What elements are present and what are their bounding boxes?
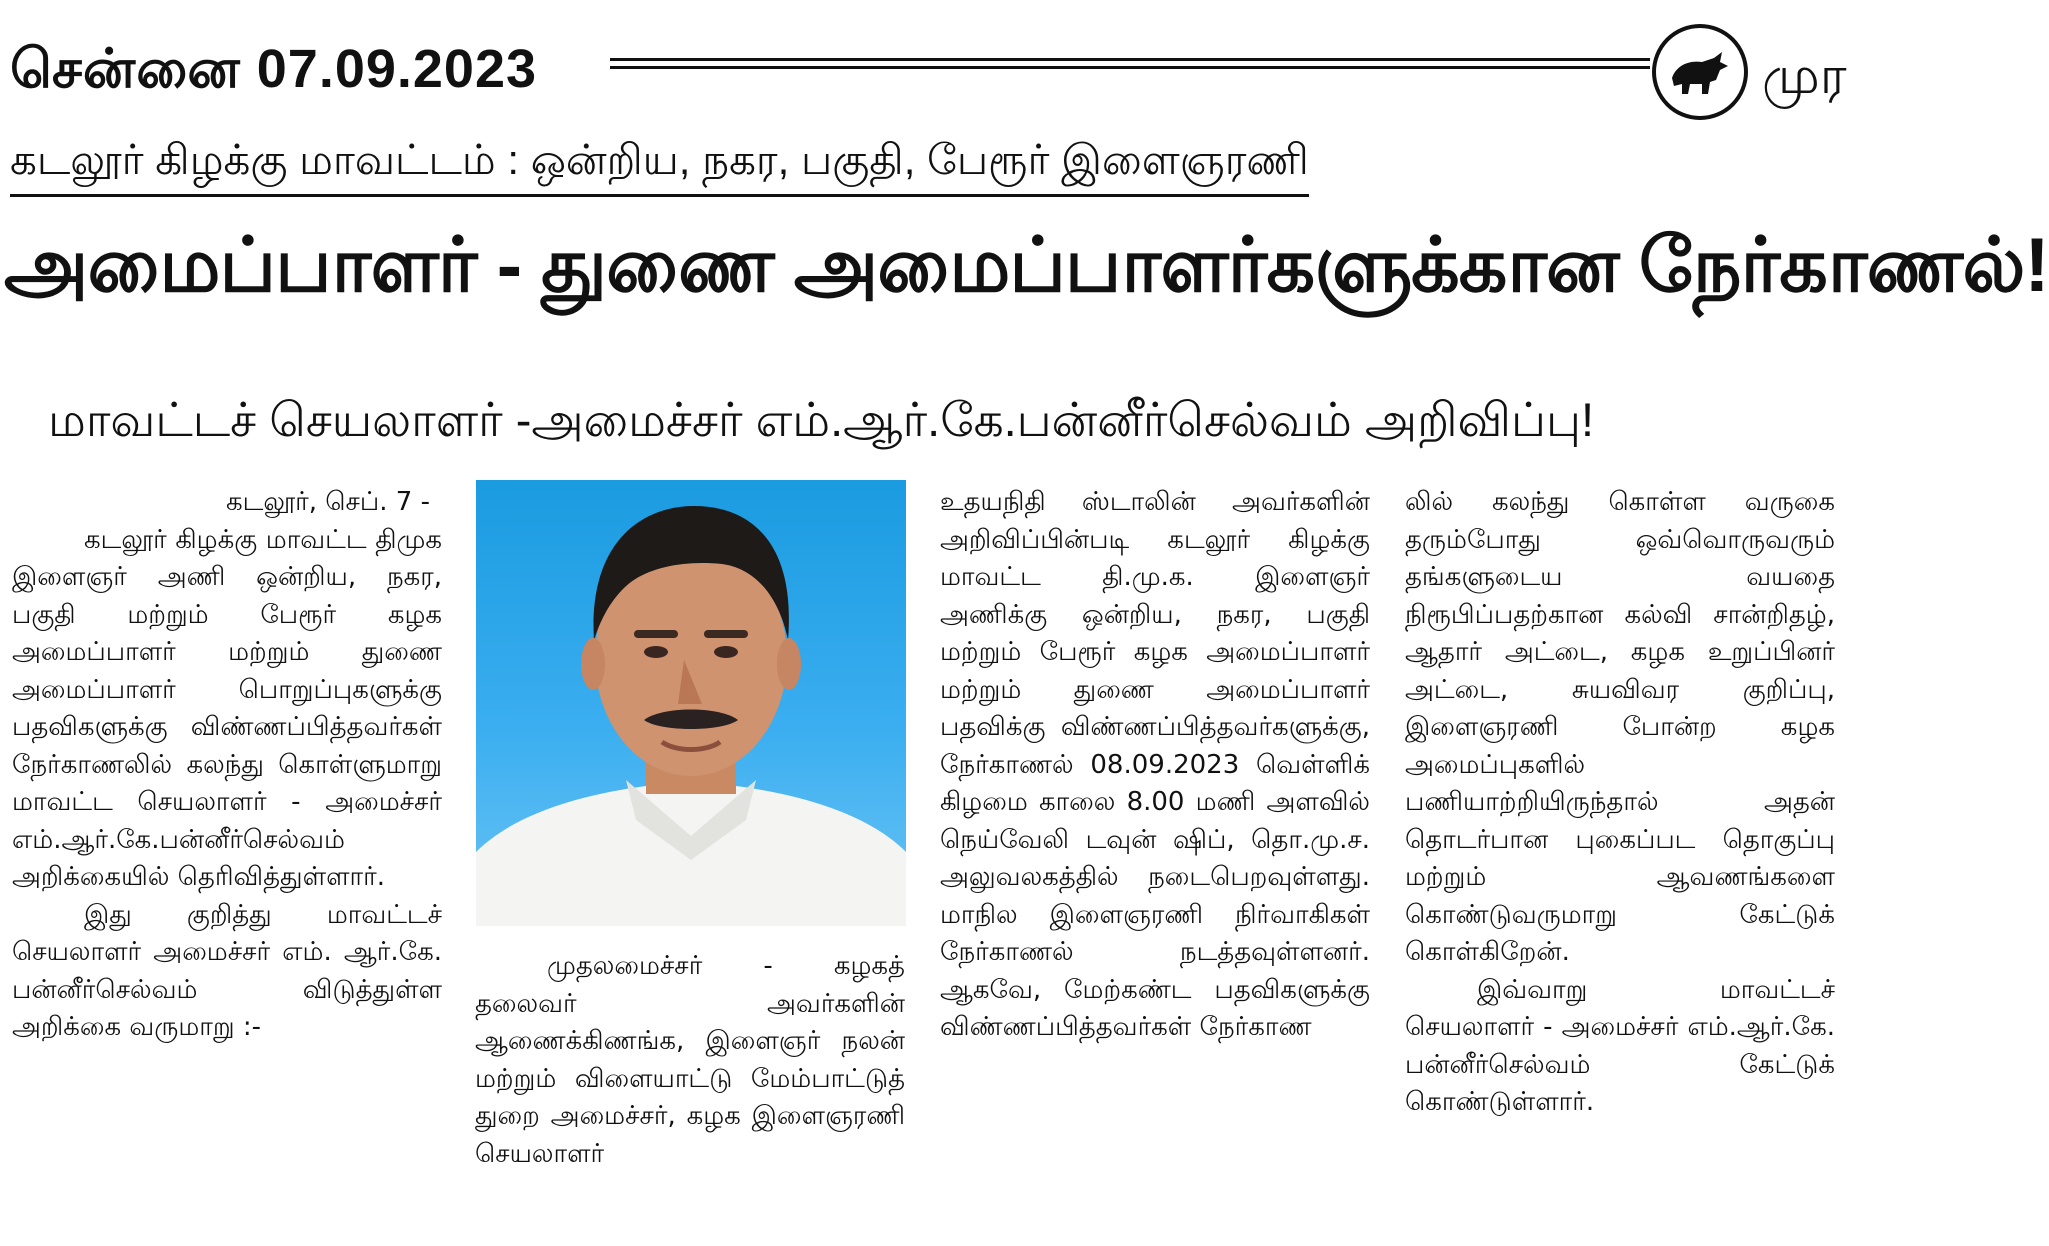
article-subhead: மாவட்டச் செயலாளர் -அமைச்சர் எம்.ஆர்.கே.பன்னீர்செல்வம் அறிவிப்பு! [48,393,1594,446]
article-paragraph: கடலூர் கிழக்கு மாவட்ட திமுக இளைஞர் அணி ஒன்றிய, நகர, பகுதி மற்றும் பேரூர் கழக அமைப்பாளர் மற்றும் துணை அமைப்பாளர் பொறுப்புகளுக்கு பதவிகளுக்கு விண்ணப்பித்தவர்கள் நேர்காணலில் கலந்து கொள்ளுமாறு மாவட்ட செயலாளர் - அமைச்சர் எம்.ஆர்.கே.பன்னீர்செல்வம் அறிக்கையில் தெரிவித்துள்ளார். [12,524,442,892]
article-paragraph: இவ்வாறு மாவட்டச் செயலாளர் - அமைச்சர் எம்.ஆர்.கே. பன்னீர்செல்வம் கேட்டுக் கொண்டுள்ளார். [1405,974,1835,1117]
bull-emblem-icon [1652,24,1748,120]
article-column-1 [12,484,442,1047]
minister-photo [476,480,906,926]
article-kicker: கடலூர் கிழக்கு மாவட்டம் : ஒன்றிய, நகர, பகுதி, பேரூர் இளைஞரணி [10,136,1309,197]
dateline: சென்னை 07.09.2023 [10,39,538,99]
masthead-rule [610,58,1650,76]
article-paragraph: இது குறித்து மாவட்டச் செயலாளர் அமைச்சர் எம். ஆர்.கே. பன்னீர்செல்வம் விடுத்துள்ள அறிக்கை வருமாறு :- [12,899,442,1042]
article-dateline: கடலூர், செப். 7 - [226,487,430,517]
article-paragraph: முதலமைச்சர் - கழகத் தலைவர் அவர்களின் ஆணைக்கிணங்க, இளைஞர் நலன் மற்றும் விளையாட்டு மேம்பாட்டுத் துறை அமைச்சர், கழக இளைஞரணி செயலாளர் [475,951,905,1169]
article-paragraph: லில் கலந்து கொள்ள வருகை தரும்போது ஒவ்வொருவரும் தங்களுடைய வயதை நிரூபிப்பதற்கான கல்வி சான்றிதழ், ஆதார் அட்டை, கழக உறுப்பினர் அட்டை, சுயவிவர குறிப்பு, இளைஞரணி போன்ற கழக அமைப்புகளில் பணியாற்றியிருந்தால் அதன் தொடர்பான புகைப்பட தொகுப்பு மற்றும் ஆவணங்களை கொண்டுவருமாறு கேட்டுக் கொள்கிறேன். [1405,487,1835,967]
article-column-2 [475,948,905,1173]
article-headline: அமைப்பாளர் - துணை அமைப்பாளர்களுக்கான நேர்காணல்! [4,223,2049,308]
masthead [10,18,1847,118]
article-column-3 [940,484,1370,1047]
article-paragraph: உதயநிதி ஸ்டாலின் அவர்களின் அறிவிப்பின்படி கடலூர் கிழக்கு மாவட்ட தி.மு.க. இளைஞர் அணிக்கு ஒன்றிய, நகர, பகுதி மற்றும் பேரூர் கழக அமைப்பாளர் மற்றும் துணை அமைப்பாளர் பதவிக்கு விண்ணப்பித்தவர்களுக்கு, நேர்காணல் 08.09.2023 வெள்ளிக் கிழமை காலை 8.00 மணி அளவில் நெய்வேலி டவுன் ஷிப், தொ.மு.ச. அலுவலகத்தில் நடைபெறவுள்ளது. மாநில இளைஞரணி நிர்வாகிகள் நேர்காணல் நடத்தவுள்ளனர். ஆகவே, மேற்கண்ட பதவிகளுக்கு விண்ணப்பித்தவர்கள் நேர்காண [940,487,1370,1042]
article-column-4 [1405,484,1835,1122]
paper-name: முர [1762,47,1847,105]
